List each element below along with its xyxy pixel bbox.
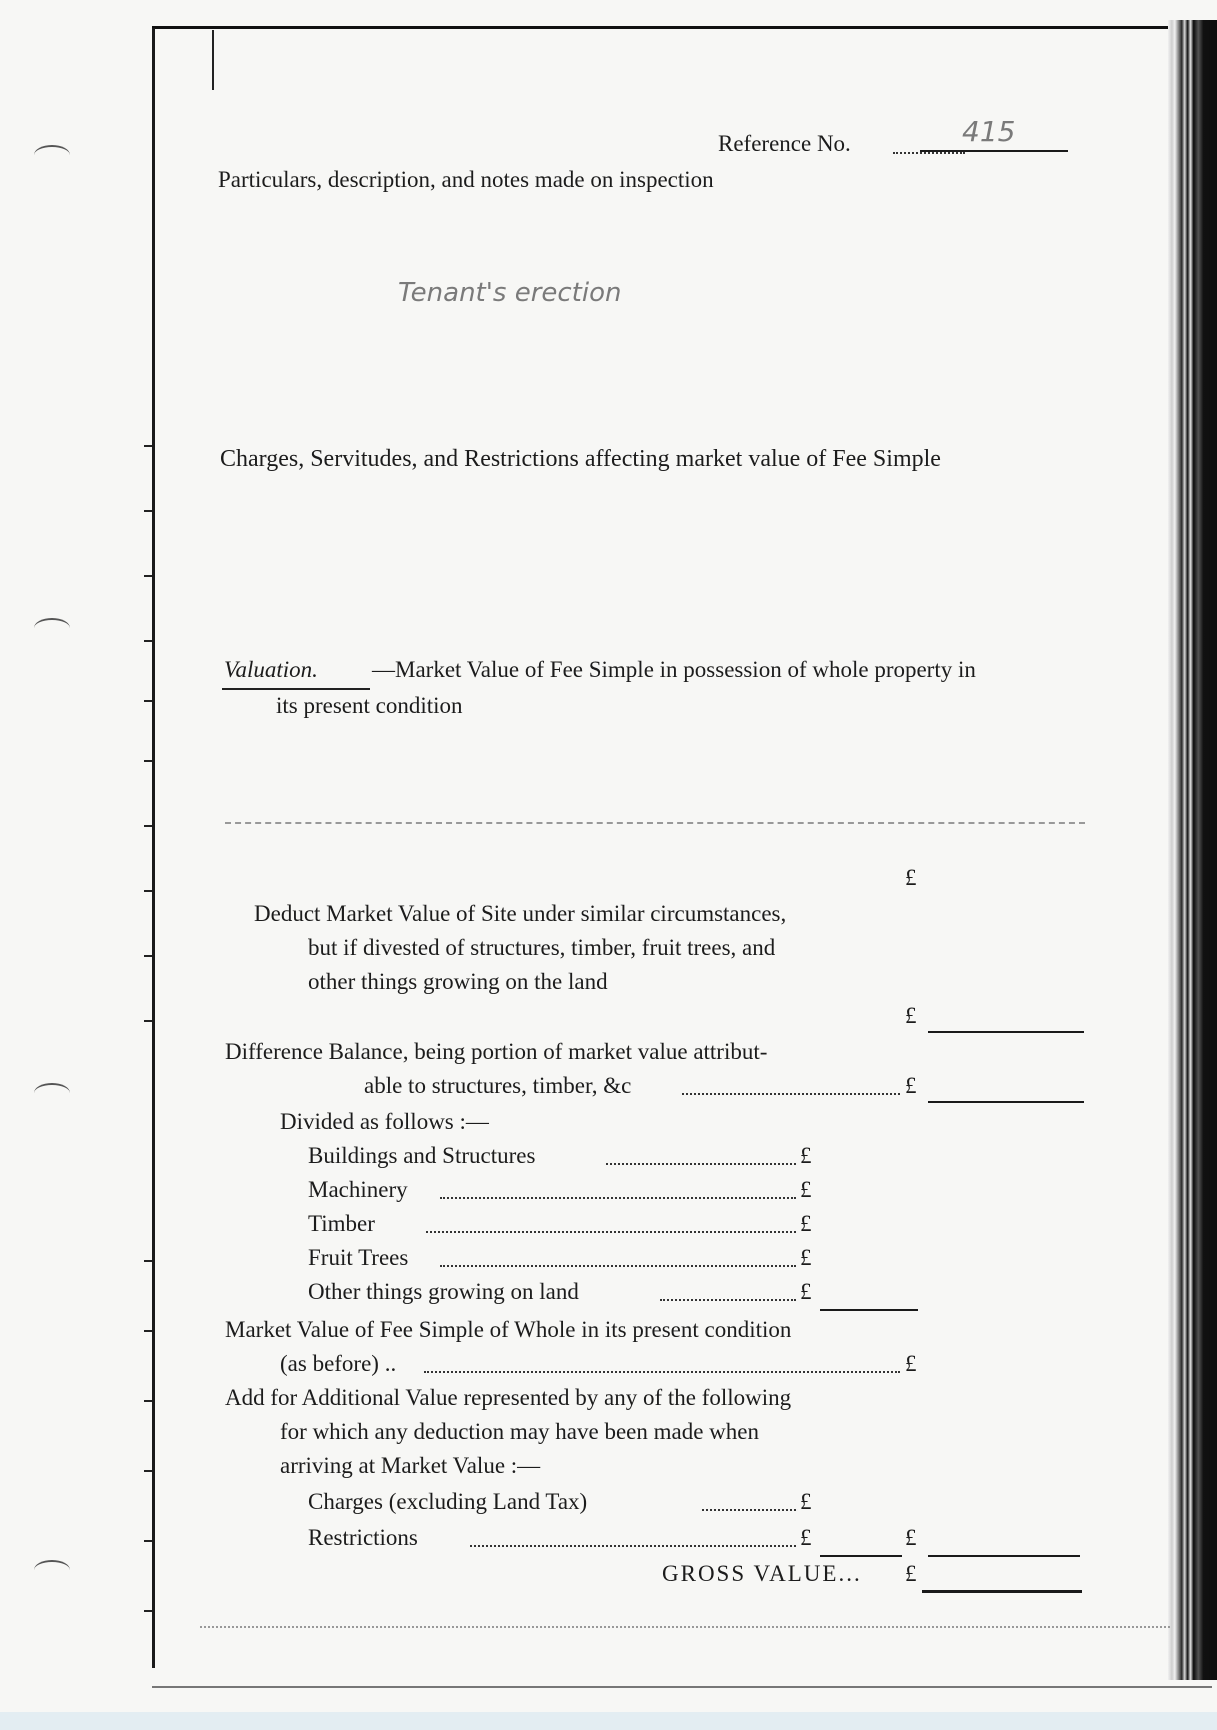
gross-value-label: GROSS VALUE... — [662, 1561, 862, 1586]
item-leader — [440, 1265, 796, 1267]
pound-sign: £ — [905, 1003, 917, 1028]
pound-sign: £ — [800, 1211, 812, 1236]
market-whole-line-2: (as before) .. — [280, 1351, 397, 1376]
pound-sign: £ — [800, 1245, 812, 1270]
pound-sign: £ — [905, 1561, 917, 1586]
reference-label: Reference No. — [718, 131, 851, 156]
pound-sign: £ — [905, 1525, 917, 1550]
item-other-things: Other things growing on land — [308, 1279, 579, 1304]
particulars-heading: Particulars, description, and notes made on inspection — [218, 167, 714, 192]
valuation-label: Valuation. — [224, 657, 318, 682]
pound-sign: £ — [800, 1177, 812, 1202]
binder-hole — [34, 1083, 70, 1103]
pound-sign: £ — [905, 1351, 917, 1376]
margin-tick — [144, 1330, 152, 1332]
add-line-3: arriving at Market Value :— — [280, 1453, 541, 1478]
restrictions-item: Restrictions — [308, 1525, 418, 1550]
page-frame-left — [152, 28, 155, 1668]
margin-tick — [144, 1260, 152, 1262]
margin-tick — [144, 955, 152, 957]
item-leader — [440, 1197, 796, 1199]
gross-value-field[interactable] — [922, 1590, 1082, 1593]
difference-line-1: Difference Balance, being portion of market value attribut- — [225, 1039, 768, 1064]
binder-hole — [34, 618, 70, 638]
particulars-note[interactable]: Tenant's erection — [398, 278, 622, 308]
additional-value-field[interactable] — [928, 1555, 1080, 1557]
valuation-label-underline — [222, 688, 370, 690]
restrictions-field[interactable] — [820, 1555, 902, 1557]
margin-tick — [144, 890, 152, 892]
item-leader — [426, 1231, 796, 1233]
item-leader — [606, 1163, 796, 1165]
margin-tick — [144, 1610, 152, 1612]
item-fruit-trees: Fruit Trees — [308, 1245, 409, 1270]
charges-item: Charges (excluding Land Tax) — [308, 1489, 588, 1514]
market-whole-leader — [424, 1371, 900, 1373]
page-frame-top — [152, 26, 1182, 29]
pound-sign: £ — [905, 1073, 917, 1098]
page-frame-mark — [212, 30, 214, 90]
margin-tick — [144, 1400, 152, 1402]
valuation-text-1: —Market Value of Fee Simple in possession of whole property in — [372, 657, 976, 682]
reference-value[interactable]: 415 — [962, 115, 1016, 148]
margin-tick — [144, 825, 152, 827]
difference-leader — [682, 1093, 900, 1095]
pound-sign: £ — [800, 1279, 812, 1304]
pound-sign: £ — [800, 1143, 812, 1168]
pound-sign: £ — [800, 1525, 812, 1550]
add-line-1: Add for Additional Value represented by any of the following — [225, 1385, 792, 1410]
binder-hole — [34, 145, 70, 165]
items-subtotal-field[interactable] — [820, 1309, 918, 1311]
item-buildings: Buildings and Structures — [308, 1143, 536, 1168]
deduct-value-field[interactable] — [928, 1031, 1084, 1033]
margin-tick — [144, 1540, 152, 1542]
book-spine-edge — [1168, 20, 1217, 1680]
item-leader — [660, 1299, 796, 1301]
pound-sign: £ — [905, 865, 917, 890]
binder-hole — [34, 1560, 70, 1580]
margin-tick — [144, 1470, 152, 1472]
deduct-line-1: Deduct Market Value of Site under similar circumstances, — [254, 901, 787, 926]
reference-underline — [920, 150, 1068, 152]
item-machinery: Machinery — [308, 1177, 408, 1202]
market-whole-line-1: Market Value of Fee Simple of Whole in its present condition — [225, 1317, 792, 1342]
divided-heading: Divided as follows :— — [280, 1109, 489, 1134]
margin-tick — [144, 700, 152, 702]
valuation-text-2: its present condition — [276, 693, 463, 718]
difference-line-2: able to structures, timber, &c — [364, 1073, 632, 1098]
charges-heading: Charges, Servitudes, and Restrictions affecting market value of Fee Simple — [220, 446, 941, 472]
item-timber: Timber — [308, 1211, 375, 1236]
margin-tick — [144, 1020, 152, 1022]
charges-leader — [702, 1509, 796, 1511]
deduct-line-2: but if divested of structures, timber, fruit trees, and — [308, 935, 776, 960]
margin-tick — [144, 445, 152, 447]
pound-sign: £ — [800, 1489, 812, 1514]
deduct-line-3: other things growing on the land — [308, 969, 608, 994]
restrictions-leader — [470, 1545, 796, 1547]
margin-tick — [144, 640, 152, 642]
page-frame-bottom — [152, 1686, 1212, 1688]
section-rule — [200, 1626, 1170, 1628]
add-line-2: for which any deduction may have been made when — [280, 1419, 759, 1444]
margin-tick — [144, 510, 152, 512]
margin-tick — [144, 575, 152, 577]
section-rule — [225, 822, 1085, 824]
scan-bottom-band — [0, 1712, 1217, 1730]
margin-tick — [144, 760, 152, 762]
difference-value-field[interactable] — [928, 1101, 1084, 1103]
reference-leader — [893, 152, 965, 154]
